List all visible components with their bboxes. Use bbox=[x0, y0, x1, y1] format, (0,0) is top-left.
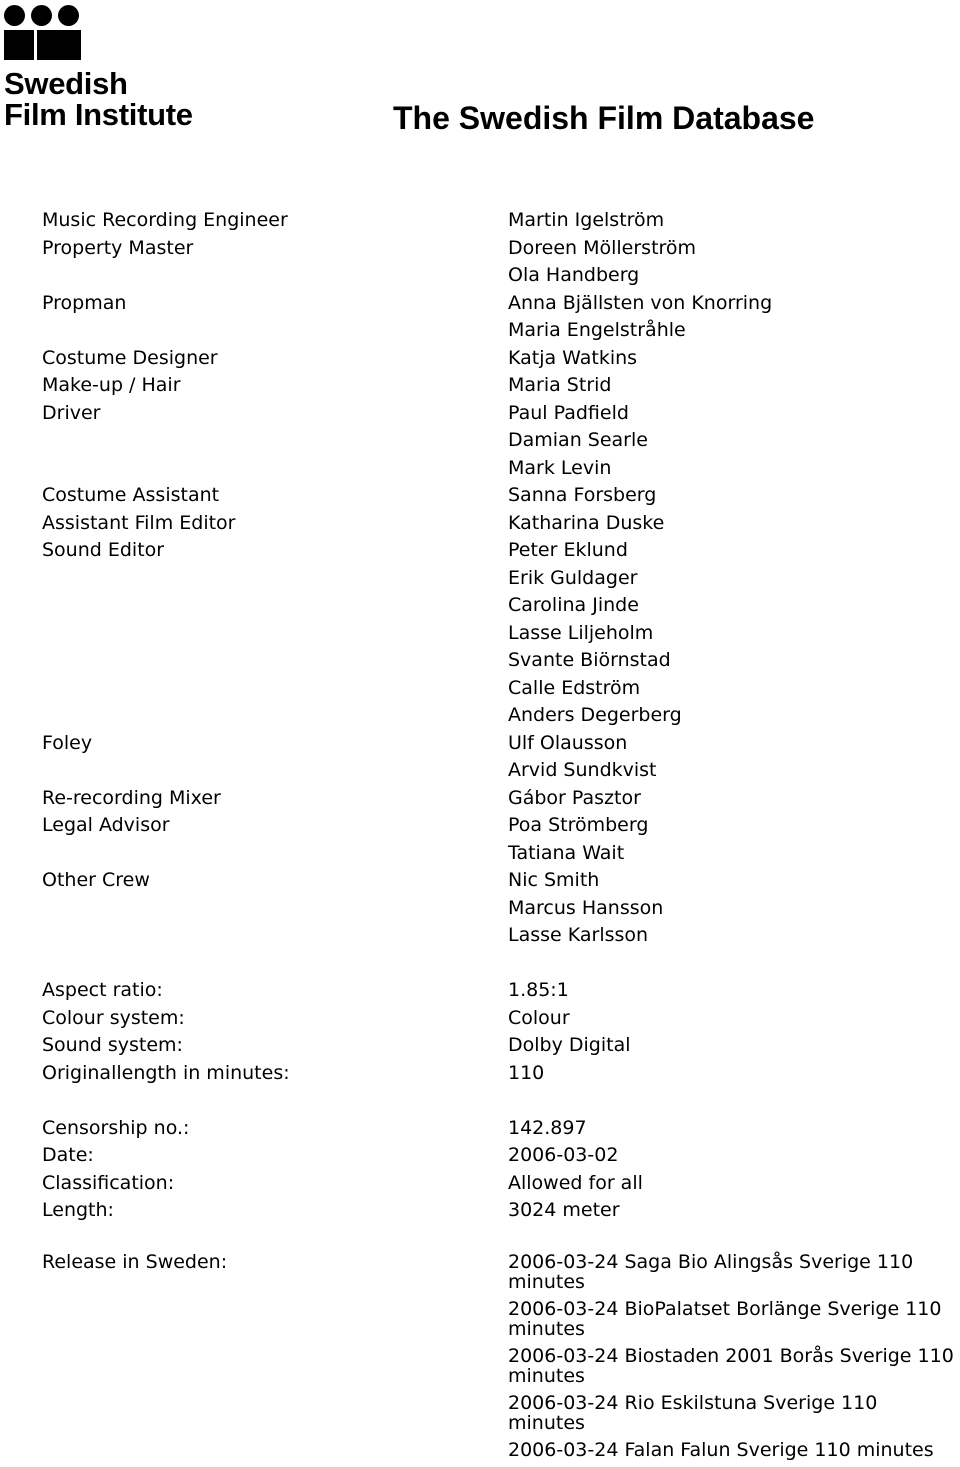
crew-name: Maria Engelstråhle bbox=[508, 319, 686, 341]
crew-role bbox=[42, 592, 508, 620]
crew-role bbox=[42, 620, 508, 648]
crew-row bbox=[42, 730, 960, 758]
crew-role: Property Master bbox=[42, 236, 194, 259]
crew-row bbox=[42, 592, 960, 620]
technical-row bbox=[42, 977, 960, 1005]
crew-role: Costume Assistant bbox=[42, 484, 220, 506]
logo-line-2: Film Institute bbox=[4, 97, 193, 132]
censorship-value: 2006-03-02 bbox=[508, 1144, 619, 1166]
crew-row bbox=[42, 620, 960, 648]
crew-name: Paul Padfield bbox=[508, 401, 629, 424]
crew-role: Assistant Film Editor bbox=[42, 511, 236, 534]
crew-row bbox=[42, 317, 960, 345]
censorship-label: Classification: bbox=[42, 1171, 175, 1194]
crew-role bbox=[42, 262, 508, 290]
logo-line-1: Swedish bbox=[4, 66, 128, 101]
logo-dot-icon bbox=[31, 5, 52, 26]
release-section bbox=[42, 1252, 960, 1467]
crew-role: Costume Designer bbox=[42, 346, 218, 369]
release-list bbox=[508, 1252, 960, 1467]
crew-row bbox=[42, 757, 960, 785]
censorship-value: 3024 meter bbox=[508, 1199, 620, 1221]
crew-role bbox=[42, 317, 508, 345]
crew-role bbox=[42, 647, 508, 675]
crew-row bbox=[42, 840, 960, 868]
release-item: 2006-03-24 Saga Bio Alingsås Sverige 110 minutes bbox=[508, 1251, 914, 1293]
crew-name: Lasse Liljeholm bbox=[508, 621, 654, 644]
crew-role: Make-up / Hair bbox=[42, 374, 181, 396]
crew-name: Katharina Duske bbox=[508, 511, 665, 534]
swedish-film-institute-logo bbox=[4, 2, 214, 137]
crew-name: Arvid Sundkvist bbox=[508, 759, 657, 781]
release-item: 2006-03-24 Biostaden 2001 Borås Sverige 110 minutes bbox=[508, 1345, 954, 1387]
release-item: 2006-03-24 BioPalatset Borlänge Sverige 110 minutes bbox=[508, 1298, 942, 1340]
section-gap bbox=[42, 1087, 960, 1115]
crew-row bbox=[42, 372, 960, 400]
technical-table bbox=[42, 977, 960, 1087]
crew-name: Svante Biörnstad bbox=[508, 649, 671, 671]
crew-row bbox=[42, 400, 960, 428]
release-item: 2006-03-24 Rio Eskilstuna Sverige 110 minutes bbox=[508, 1392, 878, 1434]
crew-role bbox=[42, 427, 508, 455]
censorship-label: Date: bbox=[42, 1144, 94, 1166]
crew-row bbox=[42, 235, 960, 263]
section-gap bbox=[42, 1225, 960, 1253]
crew-role: Music Recording Engineer bbox=[42, 209, 288, 231]
film-details bbox=[42, 207, 960, 1467]
crew-name: Carolina Jinde bbox=[508, 594, 639, 616]
crew-role: Re-recording Mixer bbox=[42, 786, 221, 809]
crew-name: Calle Edström bbox=[508, 676, 641, 699]
crew-table bbox=[42, 207, 960, 950]
crew-name: Ola Handberg bbox=[508, 264, 640, 286]
crew-role bbox=[42, 702, 508, 730]
crew-role: Foley bbox=[42, 731, 93, 754]
technical-value: Colour bbox=[508, 1006, 570, 1029]
crew-name: Sanna Forsberg bbox=[508, 484, 657, 506]
crew-name: Mark Levin bbox=[508, 456, 612, 479]
crew-role bbox=[42, 565, 508, 593]
censorship-label: Censorship no.: bbox=[42, 1116, 190, 1139]
crew-row bbox=[42, 565, 960, 593]
crew-role bbox=[42, 895, 508, 923]
release-item: 2006-03-24 Falan Falun Sverige 110 minutes bbox=[508, 1439, 934, 1461]
technical-row bbox=[42, 1032, 960, 1060]
technical-label: Aspect ratio: bbox=[42, 979, 163, 1001]
crew-name: Damian Searle bbox=[508, 429, 648, 451]
crew-row bbox=[42, 812, 960, 840]
technical-value: 1.85:1 bbox=[508, 979, 569, 1001]
crew-name: Tatiana Wait bbox=[508, 841, 625, 864]
crew-name: Doreen Möllerström bbox=[508, 236, 697, 259]
logo-dot-icon bbox=[4, 5, 25, 26]
technical-row bbox=[42, 1060, 960, 1088]
crew-row bbox=[42, 867, 960, 895]
crew-row bbox=[42, 647, 960, 675]
censorship-row bbox=[42, 1142, 960, 1170]
crew-row bbox=[42, 675, 960, 703]
crew-row bbox=[42, 702, 960, 730]
crew-role: Legal Advisor bbox=[42, 814, 170, 836]
crew-name: Ulf Olausson bbox=[508, 731, 628, 754]
crew-row bbox=[42, 895, 960, 923]
section-gap bbox=[42, 950, 960, 978]
crew-row bbox=[42, 510, 960, 538]
crew-role: Driver bbox=[42, 401, 101, 424]
page-title: The Swedish Film Database bbox=[393, 100, 815, 136]
crew-row bbox=[42, 427, 960, 455]
censorship-row bbox=[42, 1197, 960, 1225]
crew-row bbox=[42, 207, 960, 235]
crew-role: Propman bbox=[42, 291, 127, 314]
crew-row bbox=[42, 482, 960, 510]
crew-name: Martin Igelström bbox=[508, 209, 665, 231]
technical-label: Originallength in minutes: bbox=[42, 1061, 290, 1084]
crew-row bbox=[42, 262, 960, 290]
crew-name: Nic Smith bbox=[508, 869, 600, 891]
censorship-table bbox=[42, 1115, 960, 1225]
censorship-row bbox=[42, 1115, 960, 1143]
crew-row bbox=[42, 922, 960, 950]
crew-role bbox=[42, 455, 508, 483]
crew-role bbox=[42, 757, 508, 785]
crew-name: Maria Strid bbox=[508, 374, 612, 396]
crew-name: Gábor Pasztor bbox=[508, 786, 641, 809]
technical-value: 110 bbox=[508, 1061, 545, 1084]
release-label: Release in Sweden: bbox=[42, 1251, 228, 1273]
crew-name: Anders Degerberg bbox=[508, 704, 682, 726]
technical-label: Colour system: bbox=[42, 1006, 185, 1029]
crew-name: Marcus Hansson bbox=[508, 896, 664, 919]
crew-row bbox=[42, 345, 960, 373]
crew-row bbox=[42, 785, 960, 813]
crew-row bbox=[42, 290, 960, 318]
logo-wordmark bbox=[4, 68, 193, 130]
censorship-row bbox=[42, 1170, 960, 1198]
crew-row bbox=[42, 455, 960, 483]
crew-role bbox=[42, 922, 508, 950]
crew-name: Poa Strömberg bbox=[508, 814, 649, 836]
crew-role bbox=[42, 675, 508, 703]
crew-role bbox=[42, 840, 508, 868]
censorship-label: Length: bbox=[42, 1199, 114, 1221]
crew-name: Lasse Karlsson bbox=[508, 924, 649, 946]
logo-square-icon bbox=[4, 30, 34, 60]
technical-row bbox=[42, 1005, 960, 1033]
censorship-value: Allowed for all bbox=[508, 1171, 643, 1194]
crew-role: Sound Editor bbox=[42, 539, 165, 561]
crew-name: Erik Guldager bbox=[508, 566, 638, 589]
logo-square-icon bbox=[53, 30, 81, 60]
censorship-value: 142.897 bbox=[508, 1116, 587, 1139]
crew-row bbox=[42, 537, 960, 565]
logo-dot-icon bbox=[58, 5, 79, 26]
crew-name: Anna Bjällsten von Knorring bbox=[508, 291, 773, 314]
crew-name: Katja Watkins bbox=[508, 346, 638, 369]
crew-name: Peter Eklund bbox=[508, 539, 628, 561]
technical-label: Sound system: bbox=[42, 1034, 183, 1056]
crew-role: Other Crew bbox=[42, 869, 150, 891]
technical-value: Dolby Digital bbox=[508, 1034, 631, 1056]
